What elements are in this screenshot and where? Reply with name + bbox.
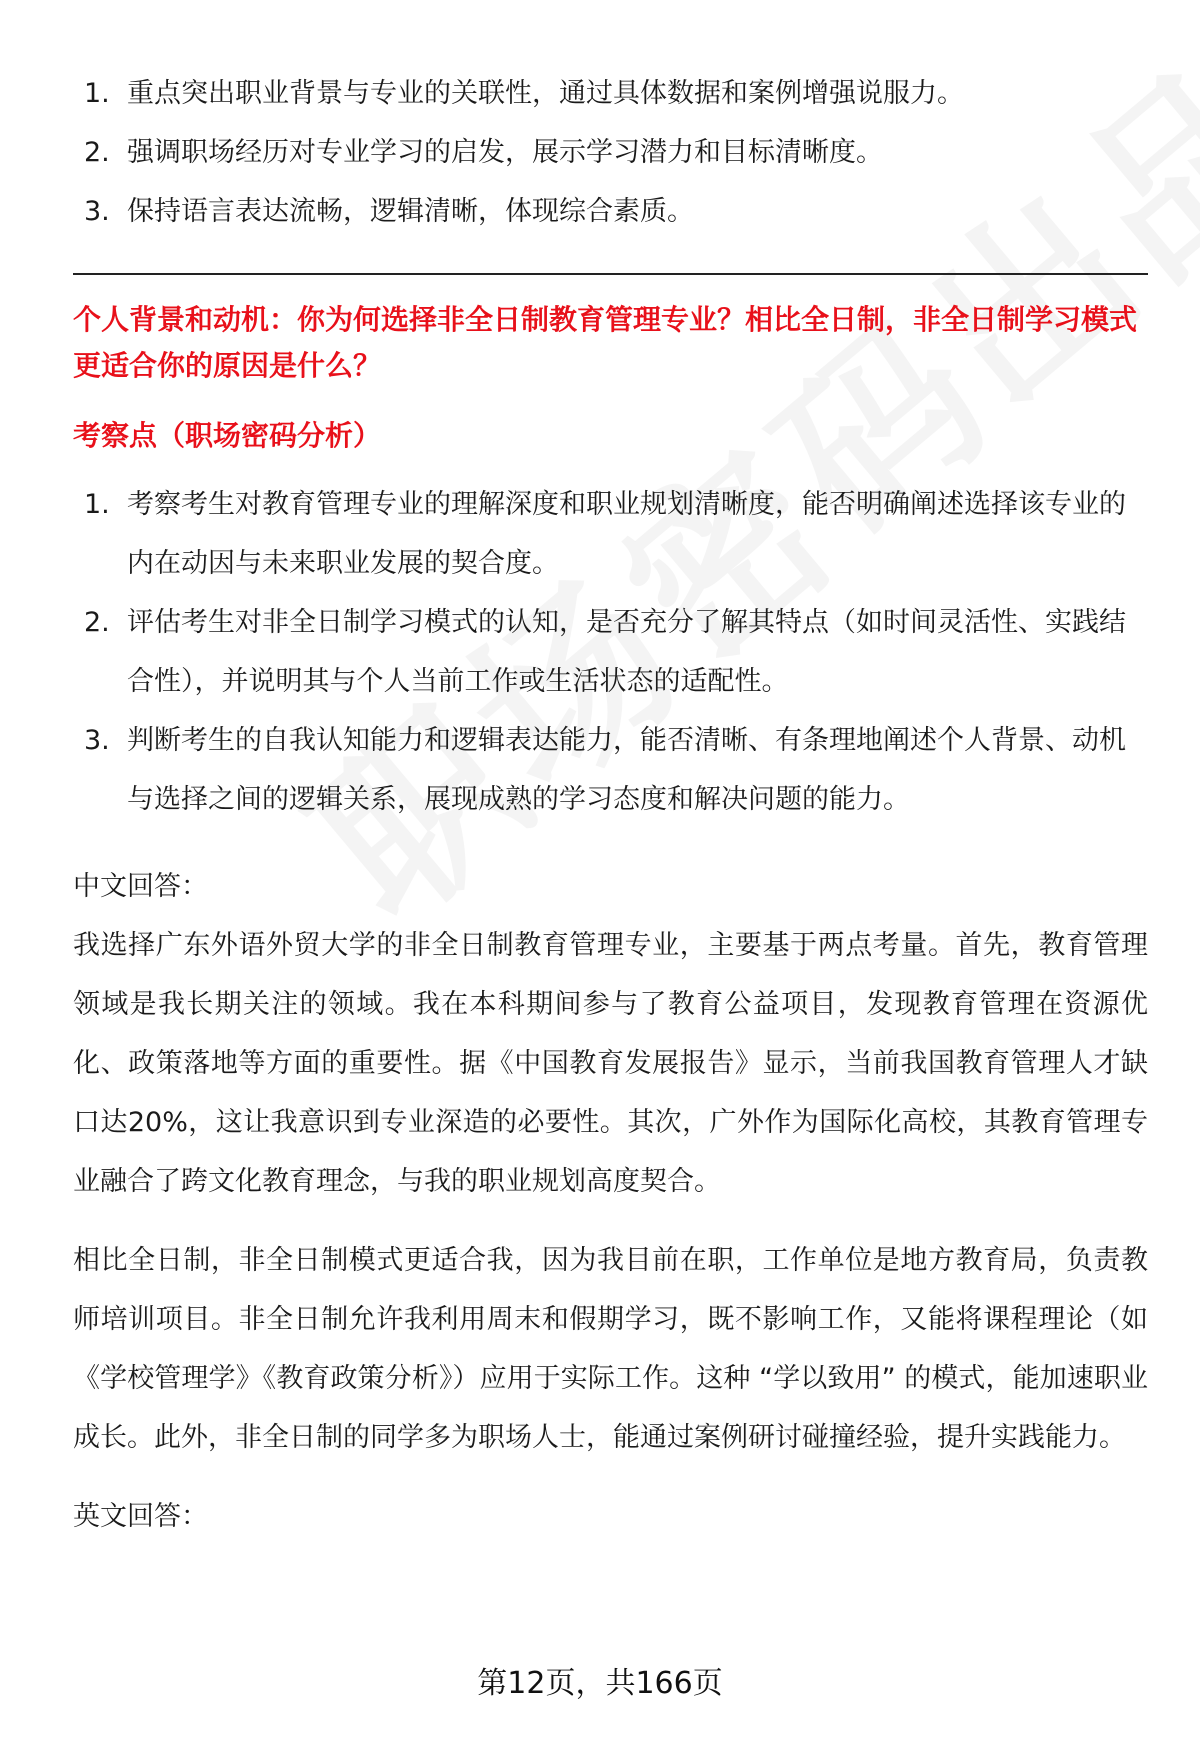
tips-list: [73, 64, 1148, 241]
chinese-answer-paragraph-1: 我选择广东外语外贸大学的非全日制教育管理专业，主要基于两点考量。首先，教育管理领域是我长期关注的领域。我在本科期间参与了教育公益项目，发现教育管理在资源优化、政策落地等方面的重要性。据《中国教育发展报告》显示，当前我国教育管理人才缺口达20%，这让我意识到专业深造的必要性。其次，广外作为国际化高校，其教育管理专业融合了跨文化教育理念，与我的职业规划高度契合。: [73, 930, 1148, 1197]
page-number: 第12页，共166页: [477, 1666, 723, 1701]
chinese-answer-label: 中文回答：: [73, 871, 208, 902]
assessment-points-list: [73, 475, 1148, 829]
list-item: 3. 判断考生的自我认知能力和逻辑表达能力，能否清晰、有条理地阐述个人背景、动机与选择之间的逻辑关系，展现成熟的学习态度和解决问题的能力。: [84, 725, 1126, 815]
english-answer-label: 英文回答：: [73, 1501, 208, 1532]
list-item: 1. 考察考生对教育管理专业的理解深度和职业规划清晰度，能否明确阐述选择该专业的内在动因与未来职业发展的契合度。: [84, 489, 1126, 579]
assessment-points-heading: 考察点（职场密码分析）: [73, 419, 382, 452]
list-item: 2. 评估考生对非全日制学习模式的认知，是否充分了解其特点（如时间灵活性、实践结合性），并说明其与个人当前工作或生活状态的适配性。: [84, 607, 1126, 697]
chinese-answer-paragraph-2: 相比全日制，非全日制模式更适合我，因为我目前在职，工作单位是地方教育局，负责教师培训项目。非全日制允许我利用周末和假期学习，既不影响工作，又能将课程理论（如《学校管理学》《教育政策分析》）应用于实际工作。这种 “学以致用” 的模式，能加速职业成长。此外，非全日制的同学多为职场人士，能通过案例研讨碰撞经验，提升实践能力。: [73, 1245, 1148, 1453]
section-divider: [73, 273, 1148, 275]
list-item: 2. 强调职场经历对专业学习的启发，展示学习潜力和目标清晰度。: [84, 137, 883, 168]
list-item: 3. 保持语言表达流畅，逻辑清晰，体现综合素质。: [84, 196, 694, 227]
question-heading: 个人背景和动机：你为何选择非全日制教育管理专业？相比全日制，非全日制学习模式更适合你的原因是什么？: [73, 303, 1138, 382]
list-item: 1. 重点突出职业背景与专业的关联性，通过具体数据和案例增强说服力。: [84, 78, 964, 109]
page-content: [73, 64, 1148, 1546]
